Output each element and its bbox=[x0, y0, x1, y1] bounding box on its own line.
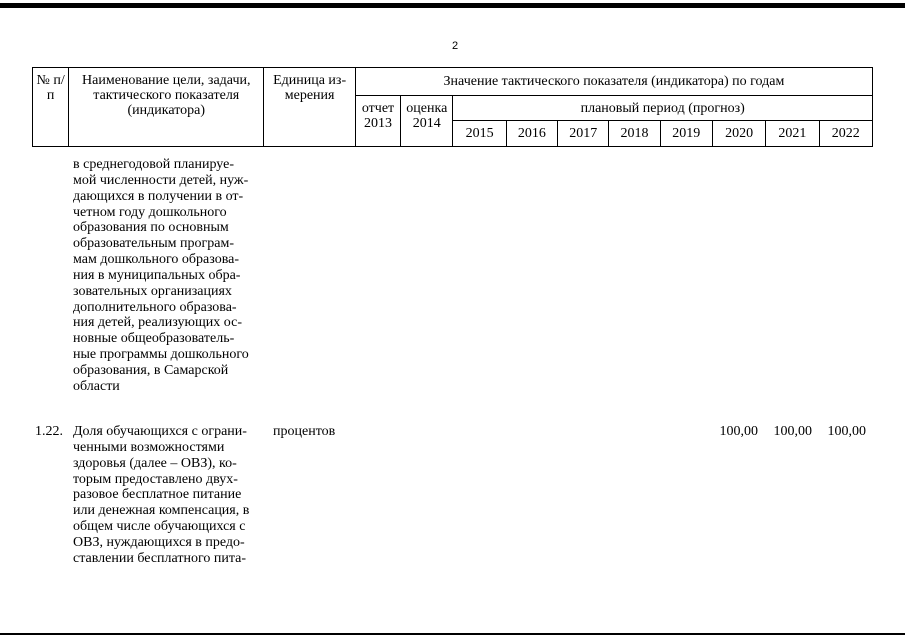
text-line: ния в муниципальных обра- bbox=[73, 267, 241, 283]
row-continuation-name bbox=[73, 157, 273, 395]
col-plan-header: плановый период (прогноз) bbox=[453, 96, 873, 121]
text-line: зовательных организациях bbox=[73, 283, 232, 299]
top-border bbox=[0, 3, 905, 8]
text-line: образования по основным bbox=[73, 220, 229, 236]
text-line: здоровья (далее – ОВЗ), ко- bbox=[73, 455, 237, 471]
value-2022: 100,00 bbox=[827, 424, 866, 439]
text-line: разовое бесплатное питание bbox=[73, 487, 242, 503]
text-line: или денежная компенсация, в bbox=[73, 503, 250, 519]
col-year-2020: 2020 bbox=[712, 121, 765, 147]
col-year-2018: 2018 bbox=[609, 121, 660, 147]
text-line: ставлении бесплатного пита- bbox=[73, 550, 247, 566]
col-values-header: Значение тактического показателя (индикатора) по годам bbox=[355, 68, 872, 96]
text-line: дающихся в получении в от- bbox=[73, 188, 244, 204]
text-line: дополнительного образова- bbox=[73, 299, 237, 315]
text-line: новные общеобразователь- bbox=[73, 331, 235, 347]
col-unit-header: Единица из-мерения bbox=[264, 68, 356, 147]
text-line: торым предоставлено двух- bbox=[73, 471, 238, 487]
text-line: Доля обучающихся с ограни- bbox=[73, 424, 247, 439]
col-year-2021: 2021 bbox=[766, 121, 819, 147]
col-report-header: отчет 2013 bbox=[355, 96, 400, 147]
col-name-header: Наименование цели, задачи, тактического показателя (индикатора) bbox=[69, 68, 264, 147]
text-line: ОВЗ, нуждающихся в предо- bbox=[73, 534, 245, 550]
text-line: в среднегодовой планируе- bbox=[73, 157, 234, 172]
row-number: 1.22. bbox=[35, 424, 63, 439]
text-line: мам дошкольного образова- bbox=[73, 252, 239, 268]
text-line: ния детей, реализующих ос- bbox=[73, 315, 242, 331]
col-year-2017: 2017 bbox=[558, 121, 609, 147]
text-line: образовательным програм- bbox=[73, 236, 234, 252]
value-2020: 100,00 bbox=[719, 424, 758, 439]
page-number: 2 bbox=[451, 40, 459, 52]
text-line: ные программы дошкольного bbox=[73, 347, 249, 363]
indicator-table-header bbox=[32, 67, 873, 147]
bottom-border bbox=[0, 633, 905, 635]
col-number-header: № п/п bbox=[33, 68, 69, 147]
col-estimate-header: оценка 2014 bbox=[401, 96, 453, 147]
text-line: образования, в Самарской bbox=[73, 362, 229, 378]
text-line: четном году дошкольного bbox=[73, 204, 227, 220]
row-unit: процентов bbox=[273, 424, 336, 439]
text-line: области bbox=[73, 378, 120, 394]
text-line: ченными возможностями bbox=[73, 439, 225, 455]
col-year-2016: 2016 bbox=[506, 121, 557, 147]
row-indicator-name bbox=[73, 424, 273, 567]
text-line: общем числе обучающихся с bbox=[73, 519, 246, 535]
col-year-2019: 2019 bbox=[660, 121, 712, 147]
col-year-2015: 2015 bbox=[453, 121, 506, 147]
value-2021: 100,00 bbox=[773, 424, 812, 439]
text-line: мой численности детей, нуж- bbox=[73, 172, 249, 188]
col-year-2022: 2022 bbox=[819, 121, 872, 147]
